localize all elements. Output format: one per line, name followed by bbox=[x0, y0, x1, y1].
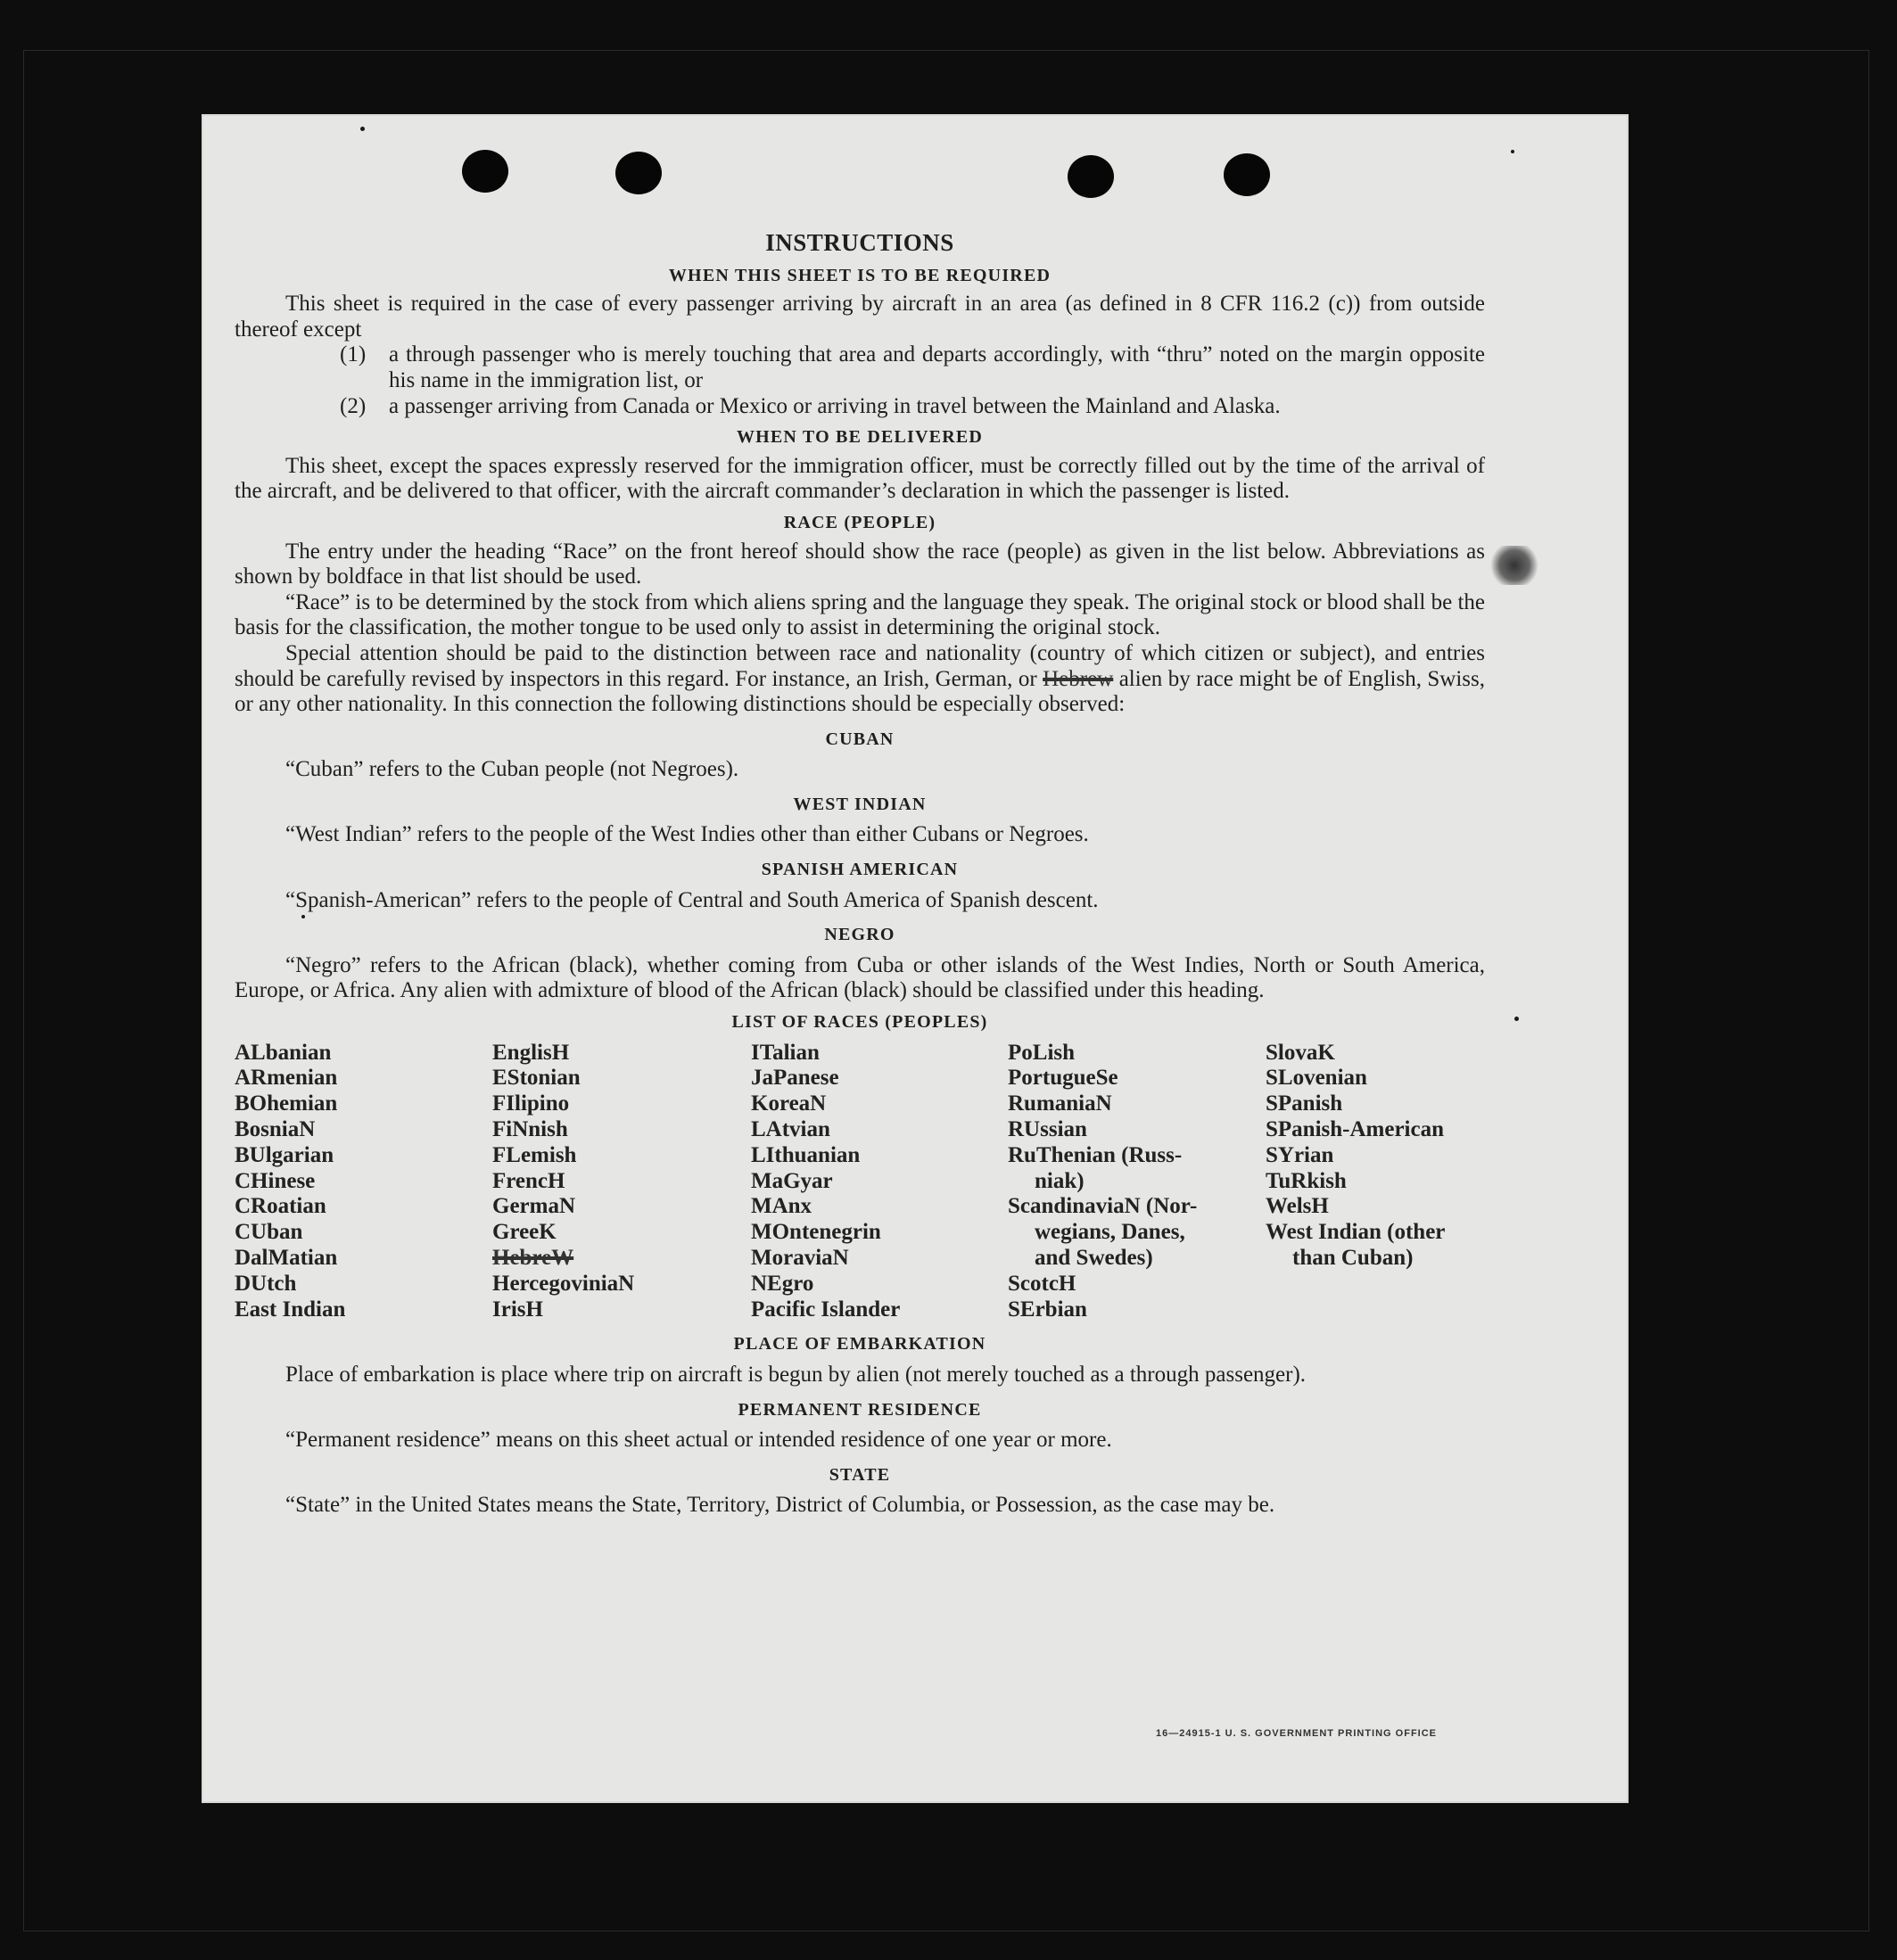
race-entry: PortugueSe bbox=[1008, 1066, 1118, 1091]
exception-item-text: a passenger arriving from Canada or Mexico or arriving in travel between the Mainland and Alaska. bbox=[389, 393, 1281, 418]
race-entry: MAnx bbox=[751, 1194, 812, 1219]
heading-when-delivered: WHEN TO BE DELIVERED bbox=[736, 427, 984, 448]
race-entry: ALbanian bbox=[235, 1040, 332, 1065]
race-entry-continued: and Swedes) bbox=[1035, 1246, 1153, 1270]
race-entry: JaPanese bbox=[751, 1066, 839, 1091]
race-entry-struck: HebreW bbox=[492, 1246, 574, 1270]
race-entry: SYrian bbox=[1266, 1142, 1334, 1167]
exception-item-number: (1) bbox=[340, 342, 367, 367]
race-entry-continued: wegians, Danes, bbox=[1035, 1220, 1185, 1245]
race-list bbox=[235, 1041, 1485, 1323]
race-entry: ITalian bbox=[751, 1040, 820, 1065]
when-delivered-text: This sheet, except the spaces expressly reserved for the immigration officer, must be correctly filled out by the time of the arrival of the aircraft, and be delivered to that officer, with the aircraft commander’s declaration in which the passenger is listed. bbox=[235, 453, 1485, 504]
west-indian-text: “West Indian” refers to the people of the West Indies other than either Cubans or Negroes. bbox=[285, 822, 1089, 847]
heading-west-indian: WEST INDIAN bbox=[793, 794, 927, 814]
race-paragraph-1: The entry under the heading “Race” on the front hereof should show the race (people) as given in the list below. Abbreviations as shown by boldface in that list should be used. bbox=[235, 539, 1485, 589]
exception-item-text: a through passenger who is merely touching that area and departs accordingly, with “thru” noted on the margin opposite his name in the immigration list, or bbox=[389, 342, 1485, 392]
race-entry: BUlgarian bbox=[235, 1142, 334, 1167]
race-entry: LAtvian bbox=[751, 1117, 830, 1142]
heading-race: RACE (PEOPLE) bbox=[783, 512, 936, 532]
cuban-text: “Cuban” refers to the Cuban people (not Negroes). bbox=[285, 757, 739, 782]
race-entry: IrisH bbox=[492, 1297, 543, 1322]
exception-item-2 bbox=[340, 394, 1485, 420]
race-entry: East Indian bbox=[235, 1297, 346, 1322]
race-entry: SLovenian bbox=[1266, 1066, 1367, 1091]
race-entry: FrencH bbox=[492, 1168, 565, 1193]
negro-text: “Negro” refers to the African (black), whether coming from Cuba or other islands of the West Indies, North or South America, Europe, or Africa. Any alien with admixture of blood of the African (black) should be classified under this heading. bbox=[235, 952, 1485, 1003]
race-paragraph-2: “Race” is to be determined by the stock from which aliens spring and the language they speak. The original stock or blood shall be the basis for the classification, the mother tongue to be used only to assist in determining the original stock. bbox=[235, 589, 1485, 640]
race-column-5 bbox=[1266, 1041, 1485, 1323]
race-entry: SPanish-American bbox=[1266, 1117, 1444, 1142]
ink-smudge bbox=[1488, 546, 1541, 585]
race-paragraph-3-end: alien by race might be of English, Swiss, or any other nationality. In this connection the following distinctions should be especially observed: bbox=[235, 666, 1486, 717]
race-entry: SErbian bbox=[1008, 1297, 1087, 1322]
page-title: INSTRUCTIONS bbox=[765, 229, 954, 256]
race-entry: RumaniaN bbox=[1008, 1091, 1112, 1116]
race-entry: MaGyar bbox=[751, 1168, 833, 1193]
embarkation-text: Place of embarkation is place where trip on aircraft is begun by alien (not merely touched as a through passenger). bbox=[285, 1362, 1307, 1387]
race-entry: EnglisH bbox=[492, 1040, 570, 1065]
race-paragraph-3 bbox=[235, 641, 1485, 718]
race-column-2 bbox=[492, 1041, 751, 1323]
race-entry: SlovaK bbox=[1266, 1040, 1335, 1065]
heading-permanent-residence: PERMANENT RESIDENCE bbox=[738, 1399, 982, 1420]
heading-when-required: WHEN THIS SHEET IS TO BE REQUIRED bbox=[668, 265, 1052, 285]
permanent-residence-text: “Permanent residence” means on this sheet actual or intended residence of one year or more. bbox=[285, 1428, 1112, 1453]
instructions-body bbox=[235, 230, 1485, 1519]
dust-speck bbox=[360, 127, 365, 131]
dust-speck bbox=[1511, 150, 1514, 153]
race-column-4 bbox=[1008, 1041, 1266, 1323]
race-entry: ScotcH bbox=[1008, 1271, 1076, 1296]
exception-item-number: (2) bbox=[340, 393, 367, 418]
race-entry: LIthuanian bbox=[751, 1142, 861, 1167]
race-entry: ScandinaviaN (Nor- bbox=[1008, 1194, 1198, 1219]
race-entry: EStonian bbox=[492, 1066, 581, 1091]
punch-hole-4 bbox=[1224, 153, 1270, 196]
race-entry: CUban bbox=[235, 1220, 303, 1245]
printing-office-code: 16—24915-1 U. S. GOVERNMENT PRINTING OFFICE bbox=[1156, 1728, 1438, 1739]
race-entry-continued: than Cuban) bbox=[1292, 1246, 1414, 1270]
race-entry: GermaN bbox=[492, 1194, 576, 1219]
heading-negro: NEGRO bbox=[824, 925, 895, 945]
spanish-american-text: “Spanish-American” refers to the people of Central and South America of Spanish descent. bbox=[285, 887, 1099, 912]
race-entry: NEgro bbox=[751, 1271, 814, 1296]
heading-list-of-races: LIST OF RACES (PEOPLES) bbox=[731, 1012, 988, 1033]
race-entry: SPanish bbox=[1266, 1091, 1343, 1116]
race-column-1 bbox=[235, 1041, 492, 1323]
race-entry: FiNnish bbox=[492, 1117, 568, 1142]
race-entry: GreeK bbox=[492, 1220, 557, 1245]
dust-speck bbox=[1514, 1017, 1519, 1021]
instruction-sheet bbox=[203, 116, 1627, 1801]
race-entry: BOhemian bbox=[235, 1091, 338, 1116]
punch-hole-3 bbox=[1068, 155, 1114, 198]
state-text: “State” in the United States means the State, Territory, District of Columbia, or Possession, as the case may be. bbox=[285, 1493, 1275, 1518]
race-entry: MoraviaN bbox=[751, 1246, 849, 1270]
race-entry: HercegoviniaN bbox=[492, 1271, 635, 1296]
race-entry: ARmenian bbox=[235, 1066, 338, 1091]
race-entry: FLemish bbox=[492, 1142, 577, 1167]
race-entry: TuRkish bbox=[1266, 1168, 1347, 1193]
heading-embarkation: PLACE OF EMBARKATION bbox=[733, 1334, 986, 1355]
race-entry: FIlipino bbox=[492, 1091, 570, 1116]
race-column-3 bbox=[751, 1041, 1008, 1323]
race-entry: BosniaN bbox=[235, 1117, 316, 1142]
race-entry: PoLish bbox=[1008, 1040, 1076, 1065]
punch-hole-2 bbox=[615, 152, 662, 194]
race-entry: WelsH bbox=[1266, 1194, 1329, 1219]
race-entry: CHinese bbox=[235, 1168, 316, 1193]
race-entry: KoreaN bbox=[751, 1091, 827, 1116]
race-entry: RuThenian (Russ- bbox=[1008, 1142, 1183, 1167]
race-entry: West Indian (other bbox=[1266, 1220, 1446, 1245]
punch-hole-1 bbox=[462, 150, 508, 193]
heading-state: STATE bbox=[829, 1464, 891, 1485]
race-entry: CRoatian bbox=[235, 1194, 326, 1219]
race-entry: DalMatian bbox=[235, 1246, 338, 1270]
race-entry: DUtch bbox=[235, 1271, 297, 1296]
race-entry: RUssian bbox=[1008, 1117, 1087, 1142]
race-entry: MOntenegrin bbox=[751, 1220, 881, 1245]
race-entry: Pacific Islander bbox=[751, 1297, 901, 1322]
struck-out-word: Hebrew bbox=[1043, 666, 1114, 691]
exception-item-1 bbox=[340, 342, 1485, 393]
race-paragraph-3-start: Special attention should be paid to the distinction between race and nationality (country of which citizen or subject), and entries should be carefully revised by inspectors in this regard. For instance, an Irish, German, or bbox=[235, 640, 1485, 691]
heading-cuban: CUBAN bbox=[825, 729, 895, 749]
heading-spanish-american: SPANISH AMERICAN bbox=[761, 860, 959, 880]
race-entry-continued: niak) bbox=[1035, 1168, 1085, 1193]
when-required-intro: This sheet is required in the case of every passenger arriving by aircraft in an area (as defined in 8 CFR 116.2 (c)) from outside thereof except bbox=[235, 292, 1485, 342]
